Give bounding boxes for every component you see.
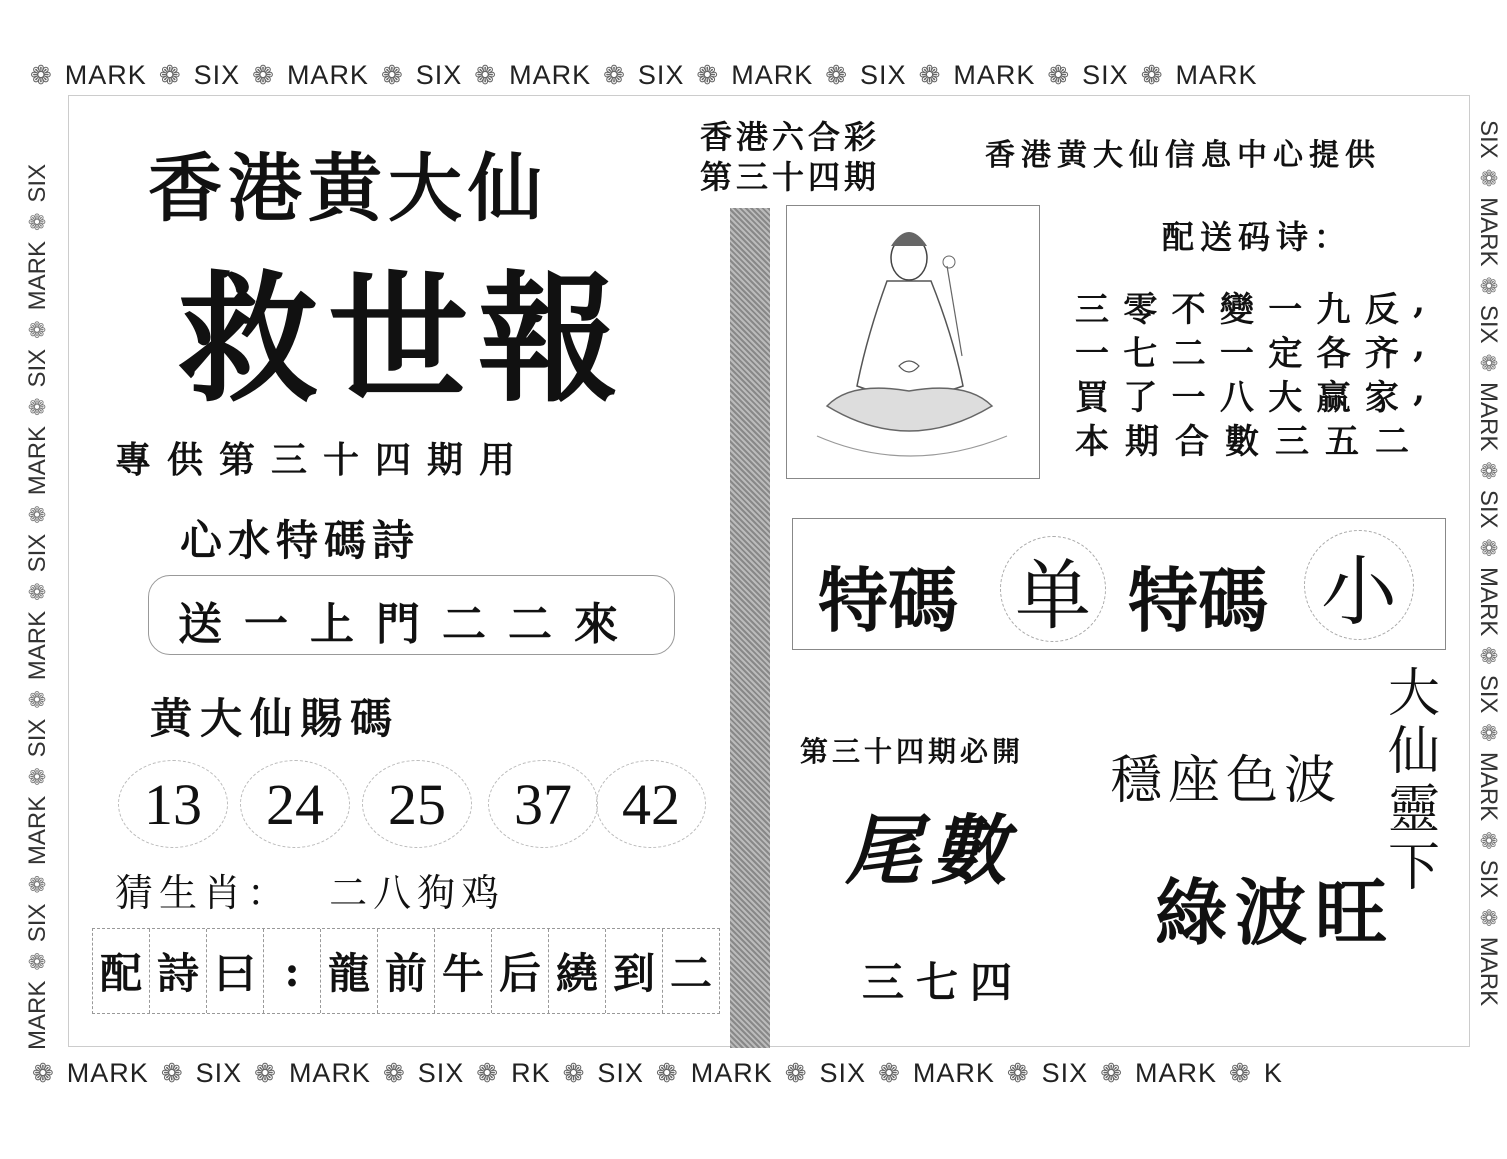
grid-cell: 前 — [378, 929, 435, 1013]
poem-char: 三 — [1075, 290, 1109, 330]
border-word: MARK — [1135, 1058, 1218, 1088]
flower-icon: ❁ — [382, 1058, 406, 1088]
flower-icon: ❁ — [1476, 908, 1501, 927]
poem-char: 九 — [1316, 290, 1351, 330]
flower-icon: ❁ — [603, 60, 626, 90]
poem-char: 數 — [1225, 422, 1259, 462]
flower-icon: ❁ — [1100, 1058, 1123, 1088]
grid-cell: 二 — [669, 949, 712, 998]
poem-char: 了 — [1123, 378, 1158, 418]
border-word: MARK — [24, 610, 51, 681]
border-word: MARK — [288, 1058, 371, 1088]
poem-char: 反 — [1364, 290, 1399, 330]
border-word: SIX — [1475, 120, 1502, 159]
special-label-1: 特碼 — [818, 559, 958, 642]
border-word: SIX — [1475, 489, 1502, 529]
border-word: SIX — [819, 1058, 867, 1088]
color-value: 綠波旺 — [1155, 870, 1396, 955]
flower-icon: ❁ — [25, 582, 50, 601]
grid-cell: 繞 — [549, 929, 606, 1013]
flower-icon: ❁ — [25, 212, 50, 232]
flower-icon: ❁ — [25, 952, 50, 971]
tail-value: 三七四 — [862, 958, 1025, 1007]
must-open-label: 第三十四期必開 — [800, 735, 1025, 768]
poem-char: 合 — [1175, 422, 1209, 462]
flower-icon: ❁ — [1476, 538, 1501, 557]
poem-char: 五 — [1325, 422, 1359, 462]
border-word: SIX — [417, 1058, 465, 1088]
poem-char: 齐 — [1364, 334, 1399, 374]
right-border-band — [1474, 120, 1502, 1050]
poem-char: 一 — [1075, 334, 1109, 374]
flower-icon: ❁ — [25, 397, 50, 416]
border-word: SIX — [1082, 60, 1129, 90]
flower-icon: ❁ — [1476, 461, 1501, 480]
grid-cell: 龍 — [321, 929, 378, 1013]
number-text: 13 — [144, 771, 202, 837]
poem-line — [1075, 282, 1425, 330]
flower-icon: ❁ — [474, 60, 498, 90]
border-word: MARK — [1175, 60, 1258, 90]
poem-char: 期 — [1125, 422, 1159, 462]
border-word: RK — [511, 1058, 551, 1088]
flower-icon: ❁ — [878, 1058, 901, 1088]
flower-icon: ❁ — [1476, 831, 1501, 850]
poem-char: 買 — [1075, 378, 1109, 418]
flower-icon: ❁ — [254, 1058, 277, 1088]
poem-grid — [92, 928, 720, 1014]
flower-icon: ❁ — [476, 1058, 500, 1088]
provider-text: 香港黄大仙信息中心提供 — [985, 138, 1381, 173]
border-word: MARK — [1475, 936, 1502, 1007]
flower-icon: ❁ — [25, 690, 50, 709]
guanyin-image — [786, 205, 1040, 479]
poem-char: 定 — [1268, 334, 1303, 374]
flower-icon: ❁ — [32, 1058, 55, 1088]
flower-icon: ❁ — [562, 1058, 586, 1088]
poem-char: 各 — [1316, 334, 1351, 374]
flower-icon: ❁ — [25, 320, 50, 339]
zodiac-line — [115, 862, 505, 917]
issue-subtitle: 專供第三十四期用 — [115, 439, 532, 481]
border-word: MARK — [1475, 751, 1502, 822]
border-word: SIX — [637, 60, 685, 90]
border-word: MARK — [1475, 197, 1502, 267]
poem-char: 變 — [1219, 290, 1254, 330]
poem-char: 不 — [1171, 290, 1206, 330]
header-title: 香港黄大仙 — [148, 146, 548, 232]
border-word: MARK — [690, 1058, 773, 1088]
grid-cell: 配 — [93, 929, 150, 1013]
poem-char: 零 — [1123, 290, 1158, 330]
flower-icon: ❁ — [696, 60, 720, 90]
border-word: SIX — [1475, 304, 1502, 344]
special-value-text: 单 — [1015, 550, 1091, 640]
vertical-note: 大仙靈下 — [1388, 664, 1441, 898]
border-word: MARK — [24, 795, 51, 866]
border-word: MARK — [64, 60, 147, 90]
border-word: SIX — [195, 1058, 243, 1088]
flower-icon: ❁ — [1229, 1058, 1252, 1088]
grid-cell: 曰 — [207, 929, 264, 1013]
flower-icon: ❁ — [1476, 168, 1501, 188]
poem-line — [1075, 414, 1425, 462]
special-label-2: 特碼 — [1128, 559, 1268, 642]
border-word: MARK — [912, 1058, 995, 1088]
border-word: MARK — [953, 60, 1036, 90]
main-title: 救世報 — [178, 258, 629, 422]
border-word: MARK — [24, 425, 51, 496]
flower-icon: ❁ — [1476, 353, 1501, 373]
poem-char: 大 — [1268, 378, 1303, 418]
flower-icon: ❁ — [1140, 60, 1164, 90]
border-word: SIX — [1475, 859, 1502, 899]
number-ball — [362, 760, 472, 848]
poem-char: 一 — [1171, 378, 1206, 418]
left-border-band — [24, 110, 52, 1050]
poem-heading: 心水特碼詩 — [180, 516, 421, 565]
border-word: MARK — [286, 60, 369, 90]
number-text: 37 — [514, 771, 572, 837]
gift-heading: 黄大仙賜碼 — [150, 694, 401, 743]
border-word: SIX — [193, 60, 241, 90]
grid-cell: 到 — [606, 929, 663, 1013]
poem-char: 七 — [1123, 334, 1158, 374]
flower-icon: ❁ — [1476, 646, 1501, 665]
special-value-text: 小 — [1321, 546, 1397, 636]
tail-label: 尾數 — [845, 806, 1017, 895]
flower-icon: ❁ — [25, 505, 50, 524]
number-ball — [118, 760, 228, 848]
top-border-band — [18, 60, 1498, 91]
grid-cell: 牛 — [435, 929, 492, 1013]
flower-icon: ❁ — [25, 767, 50, 786]
flower-icon: ❁ — [1476, 723, 1501, 742]
flower-icon: ❁ — [252, 60, 275, 90]
number-ball — [240, 760, 350, 848]
poem-char: , — [1413, 370, 1425, 410]
poem-char: 二 — [1375, 422, 1409, 462]
border-word: SIX — [415, 60, 463, 90]
grid-cell: 詩 — [150, 929, 207, 1013]
deity-figure-icon — [787, 206, 1039, 478]
number-text: 24 — [266, 771, 324, 837]
border-word: MARK — [66, 1058, 149, 1088]
border-word: MARK — [509, 60, 592, 90]
border-word: SIX — [597, 1058, 644, 1088]
poem-line — [1075, 370, 1425, 418]
border-word: MARK — [24, 980, 51, 1050]
right-poem — [1075, 282, 1425, 462]
issue-number: 第三十四期 — [700, 158, 881, 196]
border-word: SIX — [24, 903, 51, 943]
border-word: SIX — [1475, 674, 1502, 714]
border-word: MARK — [1475, 566, 1502, 637]
border-word: K — [1263, 1058, 1283, 1088]
border-word: SIX — [1041, 1058, 1089, 1088]
zodiac-value: 二八狗鸡 — [329, 871, 506, 915]
border-word: SIX — [24, 163, 51, 203]
flower-icon: ❁ — [655, 1058, 679, 1088]
flower-icon: ❁ — [784, 1058, 808, 1088]
poem-line — [1075, 326, 1425, 374]
number-text: 25 — [388, 771, 446, 837]
border-word: MARK — [731, 60, 814, 90]
poem-char: 二 — [1171, 334, 1206, 374]
number-text: 42 — [622, 771, 680, 837]
zodiac-label: 猜生肖： — [115, 871, 292, 915]
border-word: SIX — [24, 718, 51, 758]
poem-char: , — [1413, 326, 1425, 366]
number-ball — [488, 760, 598, 848]
poem-char: 三 — [1275, 422, 1309, 462]
color-heading: 穩座色波 — [1110, 751, 1343, 811]
grid-cell: : — [264, 929, 321, 1013]
flower-icon: ❁ — [1047, 60, 1071, 90]
border-word: SIX — [24, 348, 51, 388]
bottom-border-band — [20, 1058, 1500, 1089]
flower-icon: ❁ — [158, 60, 182, 90]
lottery-name: 香港六合彩 — [700, 118, 881, 156]
flower-icon: ❁ — [380, 60, 404, 90]
border-word: SIX — [24, 533, 51, 573]
poem-text: 送一上門二二來 — [178, 599, 640, 650]
flower-icon: ❁ — [160, 1058, 184, 1088]
special-value-1 — [1000, 536, 1106, 642]
center-divider — [730, 208, 770, 1048]
poem-char: , — [1413, 282, 1425, 322]
poem-char: 本 — [1075, 422, 1109, 462]
flower-icon: ❁ — [1476, 276, 1501, 295]
border-word: SIX — [860, 60, 907, 90]
right-poem-heading: 配送码诗： — [1162, 218, 1353, 256]
poem-char: 家 — [1364, 378, 1399, 418]
flower-icon: ❁ — [25, 875, 50, 894]
poem-char: 一 — [1219, 334, 1254, 374]
border-word: MARK — [24, 241, 51, 311]
border-word: MARK — [1475, 382, 1502, 452]
grid-cell: 后 — [492, 929, 549, 1013]
flower-icon: ❁ — [918, 60, 942, 90]
poem-char: 一 — [1268, 290, 1303, 330]
poem-char: 八 — [1219, 378, 1254, 418]
poem-char: 赢 — [1316, 378, 1351, 418]
flower-icon: ❁ — [30, 60, 53, 90]
flower-icon: ❁ — [825, 60, 849, 90]
special-value-2 — [1304, 530, 1414, 640]
number-ball — [596, 760, 706, 848]
flower-icon: ❁ — [1006, 1058, 1030, 1088]
